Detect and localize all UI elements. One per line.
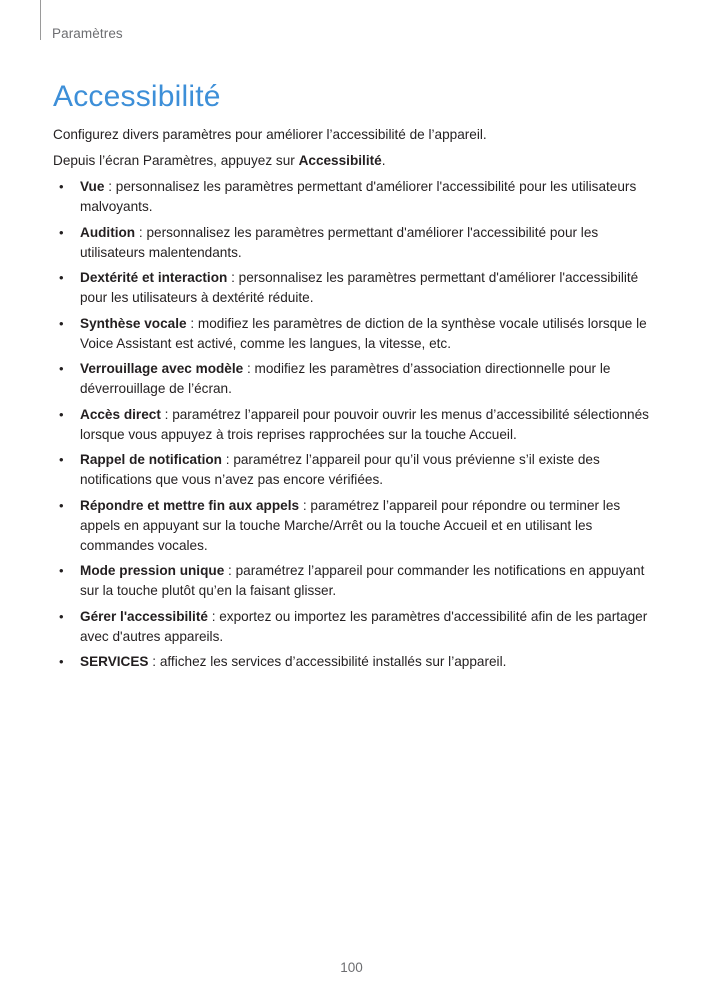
intro-instruction-bold: Accessibilité [298, 153, 382, 168]
bullet-icon: • [59, 179, 64, 194]
item-term: Accès direct [80, 406, 161, 422]
item-description: : personnalisez les paramètres permettant d'améliorer l'accessibilité pour les utilisateurs malvoyants. [80, 179, 637, 214]
item-description: : modifiez les paramètres de diction de la synthèse vocale utilisés lorsque le Voice Assistant est activé, comme les langues, la vitesse, etc. [80, 315, 647, 351]
item-description: : modifiez les paramètres d’association directionnelle pour le déverrouillage de l’écran. [80, 361, 611, 396]
item-term: SERVICES [80, 654, 149, 669]
list-item [53, 405, 658, 445]
list-item [53, 561, 658, 601]
item-description: : paramétrez l’appareil pour répondre ou terminer les appels en appuyant sur la touche Marche/Arrêt ou la touche Accueil et en utilisant les commandes vocales. [80, 497, 621, 553]
page-number: 100 [340, 960, 363, 975]
item-description: : paramétrez l’appareil pour qu’il vous prévienne s’il existe des notifications que vous n’avez pas encore vérifiées. [80, 452, 600, 487]
bullet-icon: • [59, 452, 64, 467]
item-term: Dextérité et interaction [80, 270, 228, 285]
item-term: Vue [80, 179, 105, 194]
item-description: : affichez les services d’accessibilité installés sur l’appareil. [148, 654, 507, 669]
bullet-icon: • [59, 361, 64, 376]
settings-list [53, 177, 658, 678]
bullet-icon: • [59, 224, 64, 240]
item-term: Verrouillage avec modèle [80, 361, 244, 376]
item-term: Répondre et mettre fin aux appels [80, 497, 300, 513]
item-description: : personnalisez les paramètres permettant d'améliorer l'accessibilité pour les utilisateurs à dextérité réduite. [80, 270, 639, 305]
item-description: : paramétrez l’appareil pour commander les notifications en appuyant sur la touche plutôt qu’en la faisant glisser. [80, 563, 645, 598]
list-item [53, 268, 658, 308]
list-item [53, 359, 658, 399]
item-term: Audition [80, 224, 136, 240]
item-description: : paramétrez l’appareil pour pouvoir ouvrir les menus d’accessibilité sélectionnés lorsque vous appuyez à trois reprises rapprochées sur la touche Accueil. [80, 406, 649, 442]
bullet-icon: • [59, 654, 64, 669]
list-item [53, 607, 658, 647]
header-rule [40, 0, 41, 40]
item-term: Gérer l'accessibilité [80, 608, 208, 624]
bullet-icon: • [59, 563, 64, 578]
list-item [53, 450, 658, 490]
bullet-icon: • [59, 270, 64, 285]
intro-instruction [53, 151, 385, 171]
intro-instruction-prefix: Depuis l’écran Paramètres, appuyez sur [53, 153, 299, 168]
item-description: : exportez ou importez les paramètres d'accessibilité afin de les partager avec d'autres appareils. [80, 608, 648, 644]
bullet-icon: • [59, 497, 64, 513]
list-item [53, 177, 658, 217]
item-term: Synthèse vocale [80, 315, 187, 331]
bullet-icon: • [59, 406, 64, 422]
item-term: Rappel de notification [80, 452, 222, 467]
page-title: Accessibilité [53, 80, 221, 113]
list-item [53, 496, 658, 556]
bullet-icon: • [59, 608, 64, 624]
item-description: : personnalisez les paramètres permettant d'améliorer l'accessibilité pour les utilisateurs malentendants. [80, 224, 599, 260]
item-term: Mode pression unique [80, 563, 225, 578]
running-head: Paramètres [52, 26, 123, 41]
bullet-icon: • [59, 315, 64, 331]
intro-paragraph: Configurez divers paramètres pour améliorer l’accessibilité de l’appareil. [53, 127, 487, 142]
list-item [53, 314, 658, 354]
list-item [53, 652, 658, 672]
intro-instruction-suffix: . [381, 153, 386, 168]
list-item [53, 223, 658, 263]
